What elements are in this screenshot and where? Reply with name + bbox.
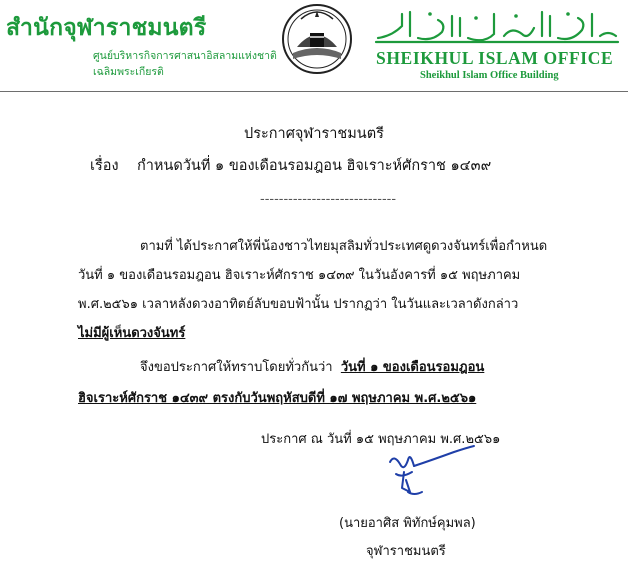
letterhead — [0, 0, 628, 92]
announcement-title: ประกาศจุฬาราชมนตรี — [244, 126, 384, 142]
paragraph-2-emphasis-1: วันที่ ๑ ของเดือนรอมฎอน — [340, 360, 485, 375]
org-name-english: SHEIKHUL ISLAM OFFICE — [376, 48, 614, 68]
paragraph-1-line-1: ตามที่ ได้ประกาศให้พี่น้องชาวไทยมุสลิมทั่วประเทศดูดวงจันทร์เพื่อกำหนด — [140, 239, 548, 254]
office-seal-logo — [281, 3, 353, 75]
arabic-calligraphy-logo — [372, 6, 622, 48]
header-divider — [0, 91, 628, 92]
signer-name: (นายอาศิส พิทักษ์คุมพล) — [339, 516, 476, 531]
paragraph-1-line-4: ไม่มีผู้เห็นดวงจันทร์ — [78, 326, 186, 341]
paragraph-2-prefix: จึงขอประกาศให้ทราบโดยทั่วกันว่า — [140, 360, 333, 375]
paragraph-2-line-2: ฮิจเราะห์ศักราช ๑๔๓๙ ตรงกับวันพฤหัสบดีที่ ๑๗ พฤษภาคม พ.ศ.๒๕๖๑ — [78, 391, 477, 406]
subject-label: เรื่อง — [90, 158, 119, 174]
paragraph-1-line-2: วันที่ ๑ ของเดือนรอมฎอน ฮิจเราะห์ศักราช ๑๔๓๙ ในวันอังคารที่ ๑๕ พฤษภาคม — [78, 268, 521, 283]
paragraph-1-line-3: พ.ศ.๒๕๖๑ เวลาหลังดวงอาทิตย์ลับขอบฟ้านั้น ปรากฏว่า ในวันและเวลาดังกล่าว — [78, 297, 519, 312]
separator-line: ----------------------------- — [260, 192, 397, 207]
subject-line — [90, 154, 491, 177]
paragraph-2-line-1 — [140, 356, 484, 377]
signer-title: จุฬาราชมนตรี — [366, 544, 446, 559]
building-name-english: Sheikhul Islam Office Building — [420, 70, 559, 81]
announcement-date: ประกาศ ณ วันที่ ๑๕ พฤษภาคม พ.ศ.๒๕๖๑ — [261, 432, 501, 447]
org-subtitle-thai-1: ศูนย์บริหารกิจการศาสนาอิสลามแห่งชาติ — [93, 50, 277, 62]
org-subtitle-thai-2: เฉลิมพระเกียรติ — [93, 66, 164, 78]
subject-text: กำหนดวันที่ ๑ ของเดือนรอมฎอน ฮิจเราะห์ศักราช ๑๔๓๙ — [136, 158, 492, 174]
handwritten-signature — [382, 442, 478, 498]
org-name-thai: สำนักจุฬาราชมนตรี — [6, 15, 207, 41]
